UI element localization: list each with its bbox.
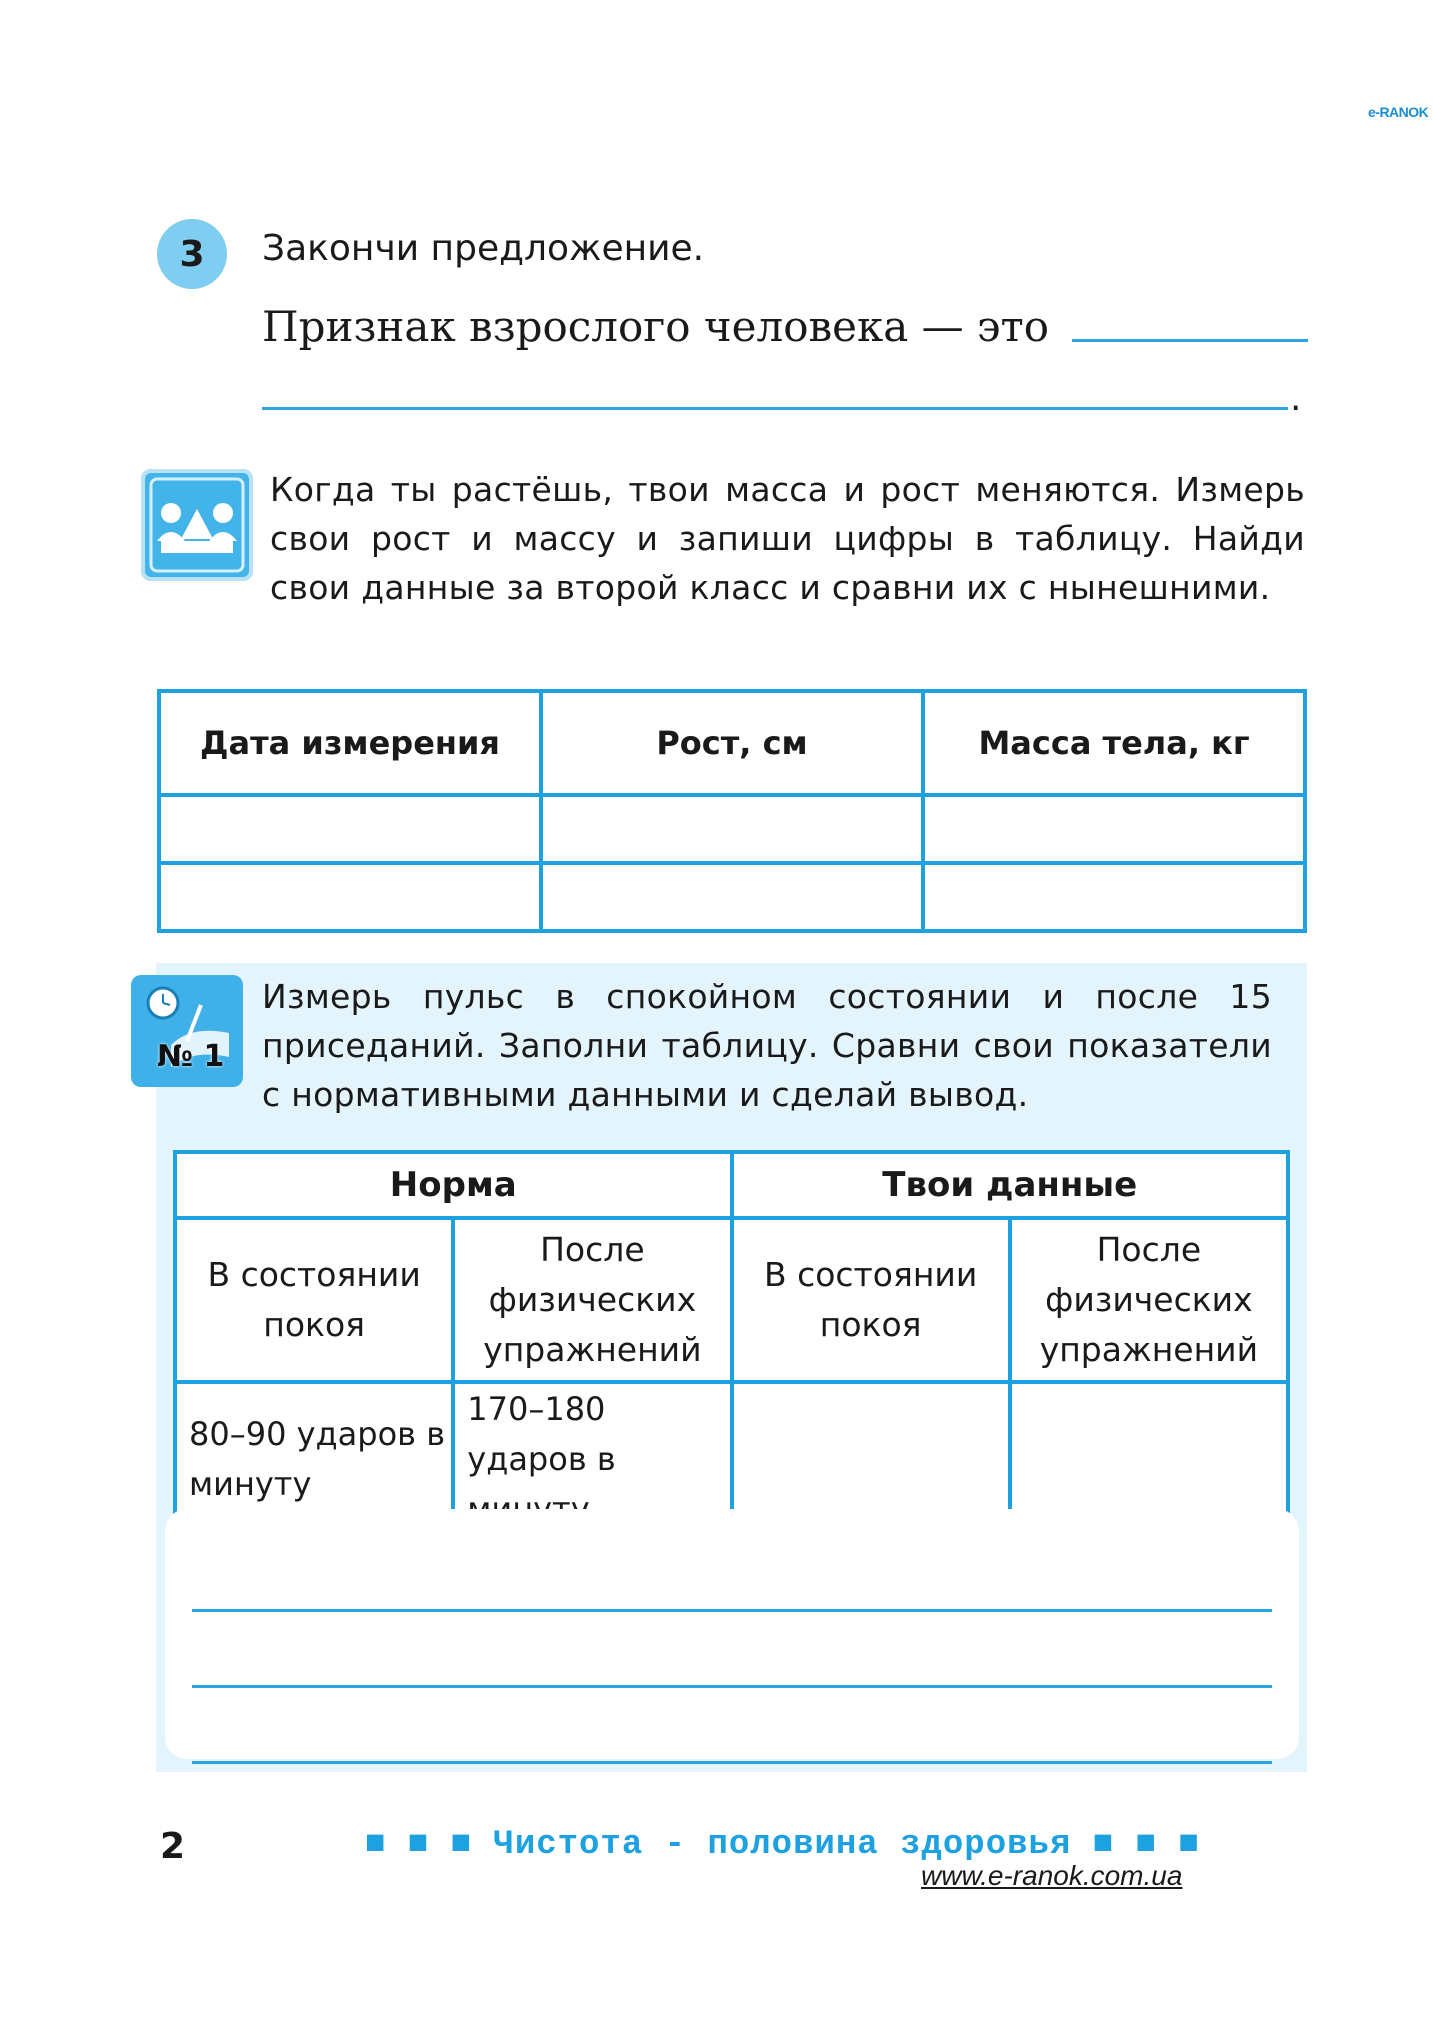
column-header: Дата измерения (159, 691, 541, 795)
norm-rest-value: 80–90 ударов в минуту (175, 1382, 453, 1536)
group-header-yours: Твои данные (732, 1152, 1289, 1218)
table-row (159, 795, 1305, 863)
task-instruction: Закончи предложение. (262, 228, 705, 269)
input-cell[interactable] (923, 863, 1305, 931)
page-number: 2 (160, 1826, 186, 1867)
column-header: Рост, см (541, 691, 923, 795)
publisher-logo: e-RANOK (1368, 104, 1429, 120)
footer-title: ■ ■ ■ Чистота - половина здоровья ■ ■ ■ (365, 1826, 1200, 1864)
end-punctuation: . (1290, 378, 1302, 419)
task-number-badge: 3 (157, 219, 227, 289)
conclusion-line[interactable] (192, 1609, 1272, 1612)
answer-line[interactable] (262, 407, 1288, 410)
pulse-instructions: Измерь пульс в спокойном состоянии и после 15 приседаний. Заполни таблицу. Сравни свои показатели с нормативными данными и сделай вывод. (262, 977, 1272, 1114)
column-header: Масса тела, кг (923, 691, 1305, 795)
table-row (159, 863, 1305, 931)
sub-header: В состоянии покоя (175, 1218, 453, 1382)
conclusion-area (165, 1509, 1299, 1759)
group-header-norm: Норма (175, 1152, 732, 1218)
answer-line[interactable] (1072, 339, 1308, 342)
measure-instructions: Когда ты растёшь, твои масса и рост меняются. Измерь свои рост и массу и запиши цифры в таблицу. Найди свои данные за второй класс и сравни их с нынешними. (270, 470, 1305, 607)
measurement-table (157, 689, 1307, 933)
input-cell[interactable] (159, 795, 541, 863)
task-label: № 1 (157, 1039, 225, 1074)
sentence-prompt: Признак взрослого человека — это (262, 302, 1050, 351)
website-link[interactable]: www.e-ranok.com.ua (921, 1860, 1183, 1891)
pulse-table (173, 1150, 1290, 1538)
group-work-icon (141, 469, 253, 581)
conclusion-line[interactable] (192, 1761, 1272, 1764)
input-cell[interactable] (541, 795, 923, 863)
input-cell[interactable] (159, 863, 541, 931)
norm-exercise-value: 170–180 ударов в (453, 1382, 731, 1536)
sub-header: В состоянии покоя (732, 1218, 1010, 1382)
sub-header: После физических упражнений (1010, 1218, 1288, 1382)
input-cell[interactable] (923, 795, 1305, 863)
conclusion-line[interactable] (192, 1685, 1272, 1688)
book-clock-icon (131, 975, 243, 1087)
sub-header: После физических упражнений (453, 1218, 731, 1382)
input-cell[interactable] (541, 863, 923, 931)
